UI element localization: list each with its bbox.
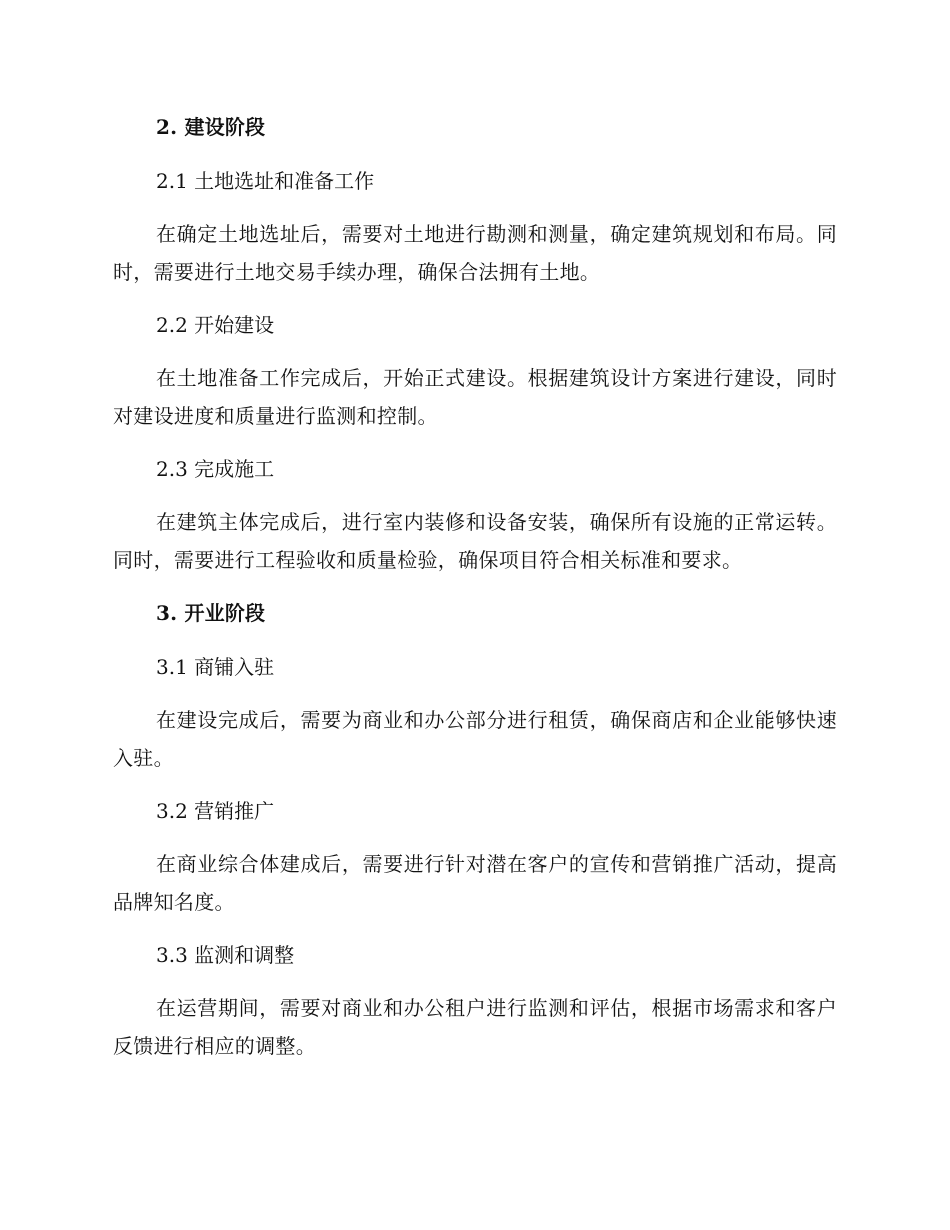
subsection-paragraph: 在土地准备工作完成后，开始正式建设。根据建筑设计方案进行建设，同时对建设进度和质量进行监测和控制。 — [113, 366, 837, 428]
subsection-paragraph: 在建设完成后，需要为商业和办公部分进行租赁，确保商店和企业能够快速入驻。 — [113, 708, 837, 770]
subsection-paragraph: 在商业综合体建成后，需要进行针对潜在客户的宣传和营销推广活动，提高品牌知名度。 — [113, 852, 837, 914]
section-heading: 2. 建设阶段 — [156, 115, 266, 139]
subsection-title: 3.1 商铺入驻 — [156, 655, 275, 679]
document-body — [113, 108, 837, 1080]
section-construction-stage — [113, 108, 837, 579]
subsection-title: 3.3 监测和调整 — [156, 943, 295, 967]
subsection-paragraph: 在建筑主体完成后，进行室内装修和设备安装，确保所有设施的正常运转。同时，需要进行工程验收和质量检验，确保项目符合相关标准和要求。 — [113, 510, 837, 572]
section-heading: 3. 开业阶段 — [156, 601, 266, 625]
section-opening-stage — [113, 594, 837, 1065]
subsection-title: 2.2 开始建设 — [156, 313, 275, 337]
subsection-title: 2.1 土地选址和准备工作 — [156, 169, 375, 193]
subsection-title: 3.2 营销推广 — [156, 799, 275, 823]
subsection-paragraph: 在运营期间，需要对商业和办公租户进行监测和评估，根据市场需求和客户反馈进行相应的调整。 — [113, 996, 837, 1058]
subsection-title: 2.3 完成施工 — [156, 457, 275, 481]
subsection-paragraph: 在确定土地选址后，需要对土地进行勘测和测量，确定建筑规划和布局。同时，需要进行土地交易手续办理，确保合法拥有土地。 — [113, 222, 837, 284]
